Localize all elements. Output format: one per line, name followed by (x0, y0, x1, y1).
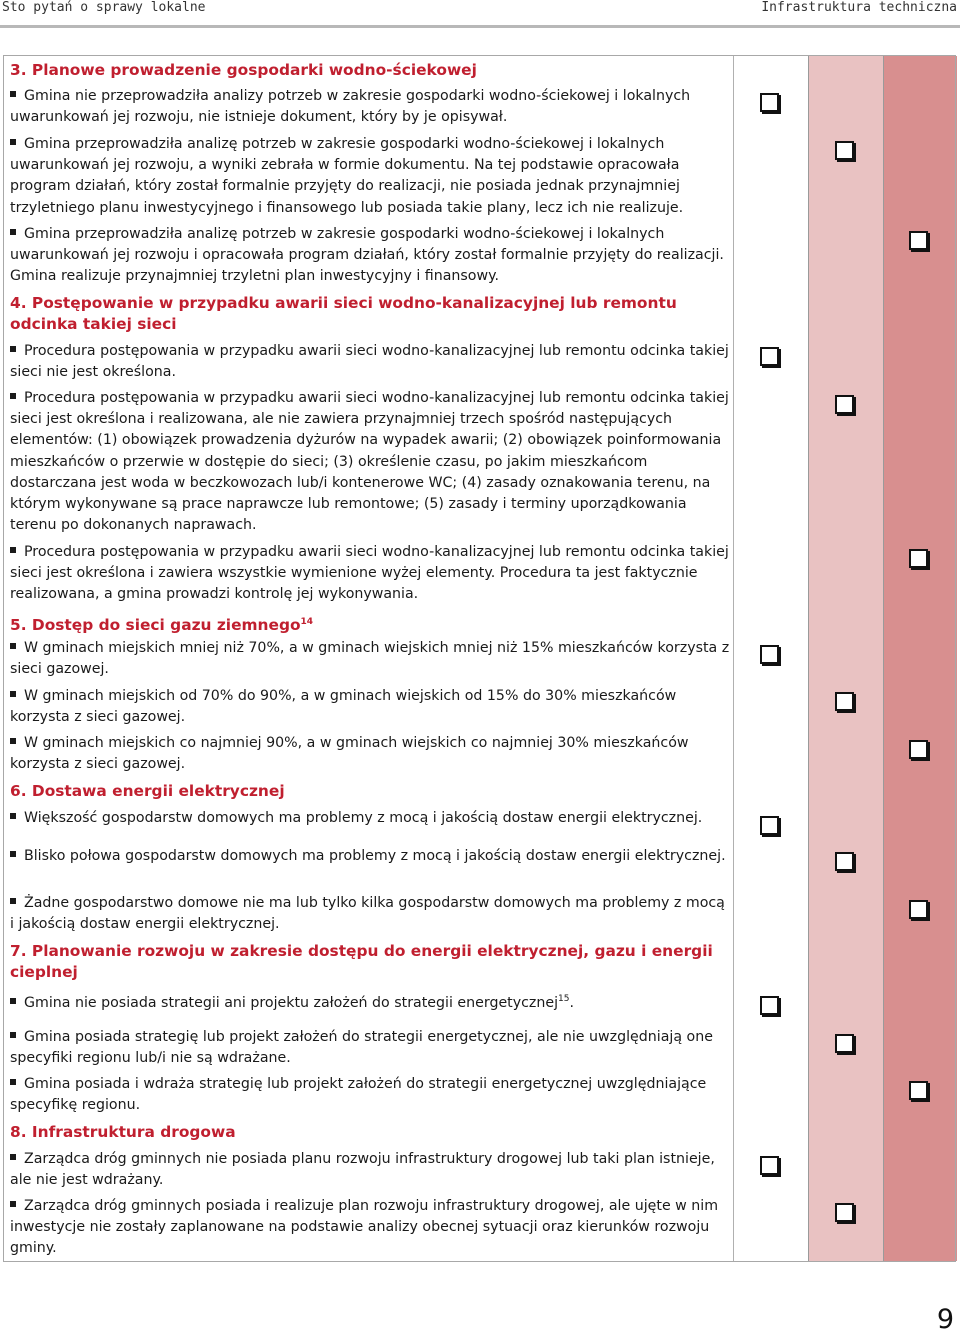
list-item: Gmina posiada strategię lub projekt założeń do strategii energetycznej, ale nie uwzględniają one specyfiki regionu lub/i nie są wdrażane. (10, 1029, 713, 1067)
list-item: Zarządca dróg gminnych nie posiada planu rozwoju infrastruktury drogowej lub taki plan istnieje, ale nie jest wdrażany. (10, 1151, 715, 1189)
bullet-icon (10, 813, 16, 819)
list-item: Większość gospodarstw domowych ma problemy z mocą i jakością dostaw energii elektrycznej. (10, 808, 732, 829)
list-item: Zarządca dróg gminnych posiada i realizuje plan rozwoju infrastruktury drogowej, ale ujęte w nim inwestycje nie zostały zaplanowane na podstawie analizy obecnej sytuacji oraz kierunków rozwoju gminy. (10, 1198, 719, 1257)
checkbox-icon[interactable] (760, 645, 779, 664)
list-item: Żadne gospodarstwo domowe nie ma lub tylko kilka gospodarstw domowych ma problemy z mocą i jakością dostaw energii elektrycznej. (10, 895, 725, 933)
checkbox-icon[interactable] (909, 740, 928, 759)
bullet-icon (10, 1154, 16, 1160)
checkbox-icon[interactable] (835, 141, 854, 160)
bullet-icon (10, 998, 16, 1004)
checkbox-icon[interactable] (909, 549, 928, 568)
list-item: W gminach miejskich mniej niż 70%, a w gminach wiejskich mniej niż 15% mieszkańców korzysta z sieci gazowej. (10, 640, 730, 678)
bullet-icon (10, 851, 16, 857)
bullet-icon (10, 643, 16, 649)
section-title: 3. Planowe prowadzenie gospodarki wodno-ściekowej (10, 61, 477, 79)
list-item: Blisko połowa gospodarstw domowych ma problemy z mocą i jakością dostaw energii elektrycznej. (10, 846, 732, 867)
bullet-icon (10, 691, 16, 697)
list-item: Gmina przeprowadziła analizę potrzeb w zakresie gospodarki wodno-ściekowej i lokalnych uwarunkowań jej rozwoju, a wyniki zebrała w formie dokumentu. Na tej podstawie opracowała program działań, który został formalnie przyjęty do realizacji, nie posiada jednak przynajmniej trzyletniego planu inwestycyjnego i finansowego lub posiada takie plany, lecz ich nie realizuje. (10, 136, 684, 216)
header-left: Sto pytań o sprawy lokalne (2, 0, 206, 15)
checkbox-icon[interactable] (909, 900, 928, 919)
bullet-icon (10, 91, 16, 97)
footnote-ref: 14 (300, 617, 314, 627)
checkbox-icon[interactable] (835, 1034, 854, 1053)
bullet-icon (10, 139, 16, 145)
section-title: 6. Dostawa energii elektrycznej (10, 782, 285, 800)
checkbox-icon[interactable] (835, 1203, 854, 1222)
running-header (0, 0, 960, 18)
bullet-icon (10, 229, 16, 235)
list-item: Gmina nie przeprowadziła analizy potrzeb w zakresie gospodarki wodno-ściekowej i lokalnych uwarunkowań jej rozwoju, nie istnieje dokument, który by je opisywał. (10, 88, 691, 126)
checkbox-icon[interactable] (760, 996, 779, 1015)
list-item: Procedura postępowania w przypadku awarii sieci wodno-kanalizacyjnej lub remontu odcinka takiej sieci nie jest określona. (10, 343, 729, 381)
section-title: 5. Dostęp do sieci gazu ziemnego$^{14}$ (10, 616, 314, 634)
bullet-icon (10, 1079, 16, 1085)
list-item: Gmina posiada i wdraża strategię lub projekt założeń do strategii energetycznej uwzględniające specyfikę regionu. (10, 1076, 707, 1114)
checkbox-icon[interactable] (760, 93, 779, 112)
checkbox-icon[interactable] (760, 816, 779, 835)
checkbox-icon[interactable] (760, 347, 779, 366)
list-item: Procedura postępowania w przypadku awarii sieci wodno-kanalizacyjnej lub remontu odcinka takiej sieci jest określona i zawiera wszystkie wymienione wyżej elementy. Procedura ta jest faktycznie realizowana, a gmina prowadzi kontrolę jej wykonywania. (10, 544, 729, 603)
list-item: Gmina nie posiada strategii ani projektu założeń do strategii energetycznej$^{15}$. (10, 989, 732, 1014)
checkbox-icon[interactable] (909, 231, 928, 250)
list-item: Procedura postępowania w przypadku awarii sieci wodno-kanalizacyjnej lub remontu odcinka takiej sieci jest określona i realizowana, ale nie zawiera przynajmniej trzech spośród następujących elementów: (1) obowiązek prowadzenia dyżurów na wypadek awarii; (2) obowiązek poinformowania mieszkańców o przerwie w dostępie do sieci; (3) określenie czasu, po jakim mieszkańcom dostarczana jest woda w beczkowozach lub/i kontenerowe WC; (4) zasady oznakowania terenu, na którym wykonywane są prace naprawcze lub remontowe; (5) zasady i terminy uporządkowania terenu po dokonanych naprawach. (10, 390, 729, 534)
bullet-icon (10, 346, 16, 352)
bullet-icon (10, 738, 16, 744)
page-number: 9 (936, 1304, 954, 1335)
checkbox-icon[interactable] (909, 1081, 928, 1100)
bullet-icon (10, 1032, 16, 1038)
checkbox-icon[interactable] (835, 852, 854, 871)
list-item: Gmina przeprowadziła analizę potrzeb w zakresie gospodarki wodno-ściekowej i lokalnych uwarunkowań jej rozwoju i opracowała program działań, który został formalnie przyjęty do realizacji. Gmina realizuje przynajmniej trzyletni plan inwestycyjny i finansowy. (10, 226, 724, 285)
header-rule (0, 25, 960, 28)
bullet-icon (10, 393, 16, 399)
footnote-ref: 15 (558, 994, 570, 1004)
section-title: 4. Postępowanie w przypadku awarii sieci wodno-kanalizacyjnej lub remontu odcinka takiej sieci (10, 294, 677, 333)
bullet-icon (10, 898, 16, 904)
header-right: Infrastruktura techniczna (761, 0, 957, 15)
checkbox-icon[interactable] (760, 1156, 779, 1175)
list-item: W gminach miejskich co najmniej 90%, a w gminach wiejskich co najmniej 30% mieszkańców korzysta z sieci gazowej. (10, 735, 689, 773)
checkbox-icon[interactable] (835, 395, 854, 414)
checkbox-icon[interactable] (835, 692, 854, 711)
list-item: W gminach miejskich od 70% do 90%, a w gminach wiejskich od 15% do 30% mieszkańców korzysta z sieci gazowej. (10, 688, 677, 726)
section-title: 8. Infrastruktura drogowa (10, 1123, 236, 1141)
section-title: 7. Planowanie rozwoju w zakresie dostępu do energii elektrycznej, gazu i energii cieplnej (10, 942, 713, 981)
bullet-icon (10, 1201, 16, 1207)
bullet-icon (10, 547, 16, 553)
